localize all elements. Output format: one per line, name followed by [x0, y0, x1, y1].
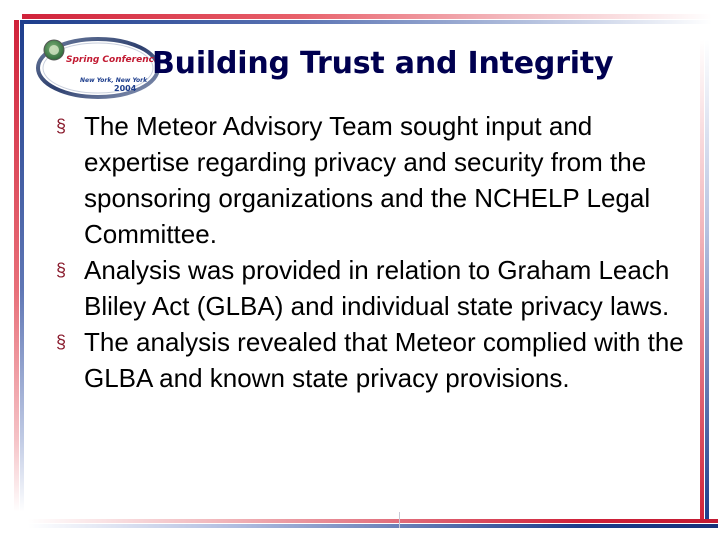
bullet-text: The Meteor Advisory Team sought input and expertise regarding privacy and security from the sponsoring organizations and the NCHELP Legal Committee.: [84, 111, 651, 249]
top-border-red: [22, 14, 712, 19]
conference-seal-icon: [34, 30, 164, 102]
right-border-red: [700, 40, 704, 520]
bullet-marker-icon: §: [56, 260, 67, 280]
bullet-item: [56, 324, 686, 396]
logo-year: 2004: [114, 84, 137, 93]
left-border-red: [14, 20, 19, 512]
slide-title: Building Trust and Integrity: [152, 46, 614, 81]
bottom-border-red: [28, 519, 718, 523]
bullet-text: The analysis revealed that Meteor complied with the GLBA and known state privacy provisions.: [84, 327, 684, 393]
bullet-text: Analysis was provided in relation to Graham Leach Bliley Act (GLBA) and individual state privacy laws.: [84, 255, 670, 321]
top-border-blue: [22, 20, 712, 24]
bullet-marker-icon: §: [56, 332, 67, 352]
bottom-border-blue: [28, 524, 718, 528]
left-border-blue: [20, 20, 24, 512]
bullet-item: [56, 252, 686, 324]
bullet-item: [56, 108, 686, 252]
right-border-blue: [705, 40, 709, 520]
conference-logo: [34, 30, 164, 102]
logo-line1: Spring Conference: [66, 55, 161, 65]
bullet-list: [56, 108, 686, 396]
logo-line2: New York, New York: [80, 77, 148, 84]
bottom-divider: [399, 512, 400, 528]
bullet-marker-icon: §: [56, 116, 67, 136]
